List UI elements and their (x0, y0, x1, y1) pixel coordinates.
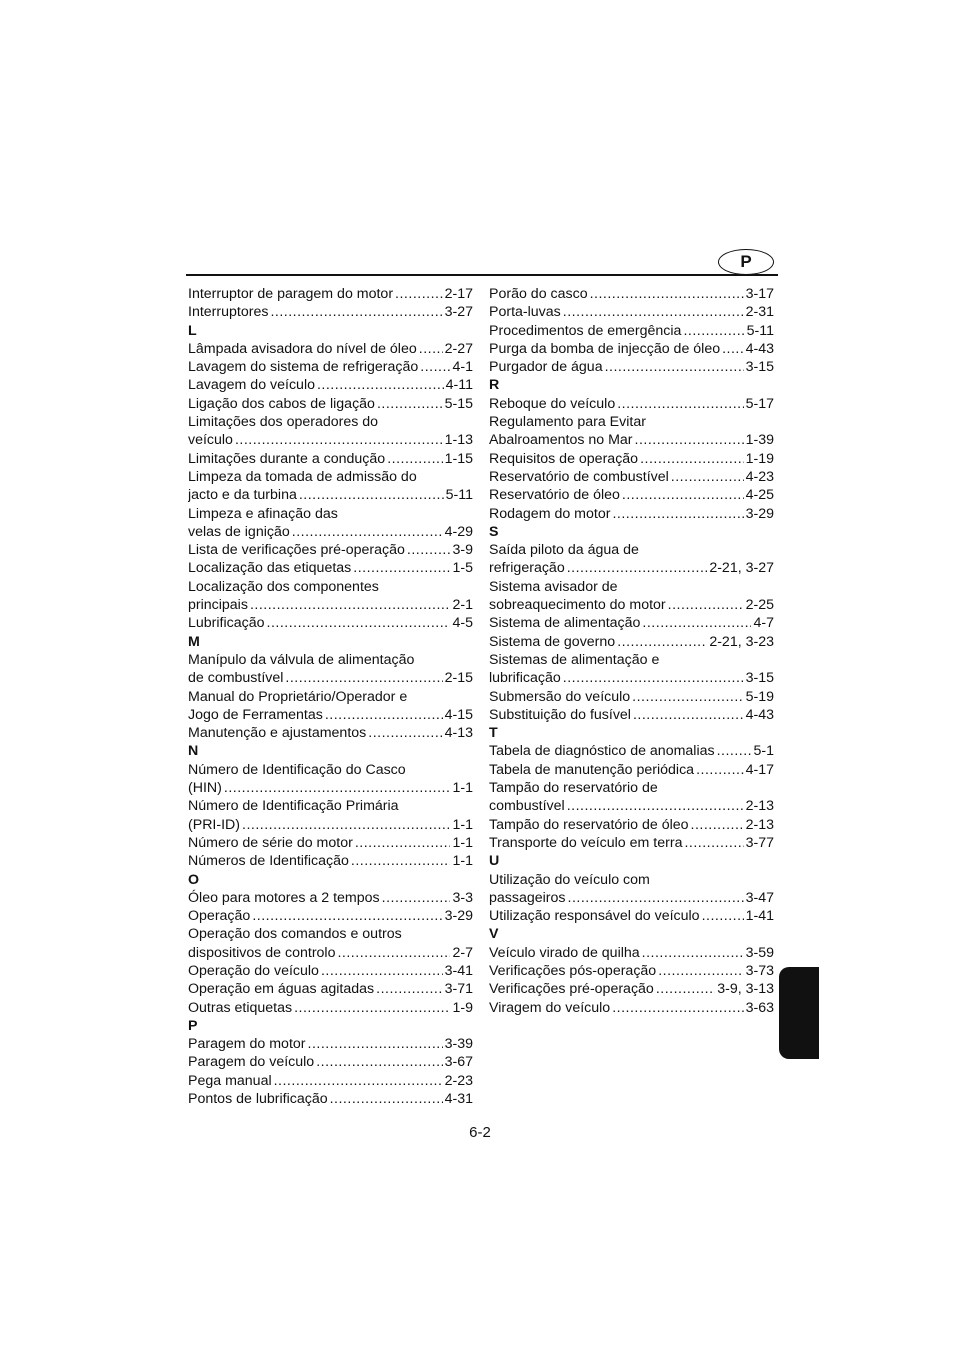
index-entry-page: 3-15 (745, 359, 774, 376)
index-entry-page: 4-43 (745, 340, 774, 357)
index-entry (188, 669, 473, 687)
index-entry (188, 486, 473, 504)
index-entry (489, 688, 774, 706)
index-entry-title: Lista de verificações pré-operação (188, 542, 405, 559)
index-entry-page: 2-27 (444, 340, 473, 357)
index-entry (188, 852, 473, 870)
dot-leader (233, 431, 443, 449)
index-entry-title: Transporte do veículo em terra (489, 834, 683, 851)
dot-leader (222, 779, 451, 797)
index-entry-page: 4-7 (753, 615, 774, 632)
index-entry (188, 541, 473, 559)
index-entry (489, 980, 774, 998)
index-letter-heading: T (489, 725, 498, 742)
index-entry (188, 962, 473, 980)
dot-leader (669, 468, 744, 486)
index-entry-page: 1-13 (444, 432, 473, 449)
dot-leader (633, 431, 744, 449)
index-entry (188, 1072, 473, 1090)
index-entry-page: 2-25 (745, 597, 774, 614)
index-entry (188, 596, 473, 614)
index-letter-heading: O (188, 871, 200, 888)
dot-leader (380, 889, 451, 907)
index-entry-page: 1-1 (452, 853, 473, 870)
index-entry (489, 450, 774, 468)
index-entry-page: 3-77 (745, 834, 774, 851)
dot-leader (638, 450, 744, 468)
index-entry (489, 816, 774, 834)
index-entry-title: (PRI-ID) (188, 816, 241, 833)
index-entry-title: Porão do casco (489, 286, 588, 302)
dot-leader (385, 450, 442, 468)
index-entry (489, 340, 774, 358)
index-entry-page: 5-1 (753, 743, 774, 760)
index-entry-title: principais (188, 597, 248, 614)
index-entry-continued: Manípulo da válvula de alimentação (188, 651, 415, 668)
index-entry-continued: Número de Identificação Primária (188, 798, 399, 815)
index-entry (489, 486, 774, 504)
dot-leader (374, 980, 442, 998)
index-entry-page: 1-1 (452, 834, 473, 851)
index-letter-heading: M (188, 633, 200, 650)
index-entry (489, 999, 774, 1017)
index-entry (489, 468, 774, 486)
index-entry-title: Reservatório de óleo (489, 487, 620, 504)
index-entry-continued: Regulamento para Evitar (489, 414, 646, 431)
index-entry (489, 285, 774, 303)
index-entry-title: Purga da bomba de injecção de óleo (489, 340, 721, 357)
dot-leader (240, 816, 450, 834)
dot-leader (265, 614, 451, 632)
index-entry (489, 962, 774, 980)
index-entry-page: 2-17 (444, 286, 473, 302)
index-entry (489, 633, 774, 651)
index-entry-title: Tabela de diagnóstico de anomalias (489, 743, 715, 760)
index-entry-page: 3-17 (745, 286, 774, 302)
index-entry-page: 2-13 (745, 816, 774, 833)
index-entry-page: 3-67 (444, 1054, 473, 1071)
index-entry (188, 376, 473, 394)
index-entry-page: 1-9 (452, 999, 473, 1016)
index-entry-title: Purgador de água (489, 359, 603, 376)
index-entry-page: 3-9, 3-13 (717, 981, 774, 998)
index-entry-title: Requisitos de operação (489, 450, 639, 467)
index-entry-title: Procedimentos de emergência (489, 322, 682, 339)
chapter-tab (779, 967, 819, 1059)
index-entry-page: 3-73 (745, 962, 774, 979)
index-entry-title: passageiros (489, 889, 566, 906)
index-entry (489, 742, 774, 760)
dot-leader (615, 633, 707, 651)
index-entry-title: Outras etiquetas (188, 999, 293, 1016)
dot-leader (610, 999, 743, 1017)
index-entry-title: Operação em águas agitadas (188, 981, 375, 998)
index-entry-title: Óleo para motores a 2 tempos (188, 889, 380, 906)
index-entry-page: 2-1 (452, 597, 473, 614)
dot-leader (565, 797, 744, 815)
index-entry-page: 5-15 (444, 395, 473, 412)
index-entry (489, 669, 774, 687)
index-entry (489, 505, 774, 523)
index-entry (188, 431, 473, 449)
dot-leader (375, 395, 443, 413)
index-entry (489, 322, 774, 340)
index-entry-continued: Manual do Proprietário/Operador e (188, 688, 408, 705)
index-entry (188, 944, 473, 962)
dot-leader (682, 834, 743, 852)
dot-leader (353, 834, 451, 852)
index-entry-page: 3-9 (452, 542, 473, 559)
index-entry-page: 3-47 (745, 889, 774, 906)
index-entry (188, 907, 473, 925)
index-entry-continued: Número de Identificação do Casco (188, 761, 406, 778)
dot-leader (349, 852, 451, 870)
index-entry (188, 1035, 473, 1053)
dot-leader (640, 614, 751, 632)
dot-leader (588, 285, 744, 303)
index-entry-title: Utilização responsável do veículo (489, 908, 700, 925)
index-entry (188, 1090, 473, 1108)
index-entry-page: 4-29 (444, 523, 473, 540)
dot-leader (631, 706, 744, 724)
index-entry-title: Substituição do fusível (489, 706, 631, 723)
dot-leader (610, 505, 743, 523)
dot-leader (323, 706, 443, 724)
index-entry (188, 614, 473, 632)
index-entry-page: 1-1 (452, 816, 473, 833)
index-entry-title: Reservatório de combustível (489, 468, 669, 485)
dot-leader (268, 303, 442, 321)
index-entry-page: 2-15 (444, 670, 473, 687)
index-entry (489, 596, 774, 614)
index-entry (188, 340, 473, 358)
dot-leader (319, 962, 443, 980)
index-entry-continued: Tampão do reservatório de (489, 780, 658, 797)
index-entry-title: Número de série do motor (188, 834, 353, 851)
index-entry-title: de combustível (188, 670, 284, 687)
index-entry-title: Pega manual (188, 1072, 272, 1089)
index-entry-title: Localização das etiquetas (188, 560, 352, 577)
dot-leader (565, 559, 708, 577)
dot-leader (283, 669, 442, 687)
index-entry (489, 889, 774, 907)
dot-leader (250, 907, 442, 925)
dot-leader (366, 724, 442, 742)
index-entry (188, 1053, 473, 1071)
index-entry-title: Abalroamentos no Mar (489, 432, 633, 449)
dot-leader (315, 376, 444, 394)
index-entry-continued: Sistemas de alimentação e (489, 651, 660, 668)
index-entry-title: Lâmpada avisadora do nível de óleo (188, 340, 417, 357)
index-entry-title: Submersão do veículo (489, 688, 631, 705)
index-entry-title: Números de Identificação (188, 853, 349, 870)
index-entry (489, 834, 774, 852)
dot-leader (654, 980, 715, 998)
index-entry-page: 2-23 (444, 1072, 473, 1089)
index-entry-page: 2-13 (745, 798, 774, 815)
index-entry-title: sobreaquecimento do motor (489, 597, 666, 614)
index-entry (188, 559, 473, 577)
index-entry-continued: Limpeza e afinação das (188, 505, 338, 522)
index-letter-heading: R (489, 377, 500, 394)
index-entry-page: 1-41 (745, 908, 774, 925)
index-entry (489, 614, 774, 632)
index-entry-title: Paragem do motor (188, 1036, 306, 1053)
index-entry-title: dispositivos de controlo (188, 944, 336, 961)
index-entry-title: Lubrificação (188, 615, 265, 632)
dot-leader (681, 322, 744, 340)
index-entry-title: Lavagem do sistema de refrigeração (188, 359, 419, 376)
index-entry (489, 358, 774, 376)
index-entry-title: Veículo virado de quilha (489, 944, 640, 961)
index-entry-title: Tabela de manutenção periódica (489, 761, 695, 778)
index-entry-title: Ligação dos cabos de ligação (188, 395, 375, 412)
index-entry-page: 2-7 (452, 944, 473, 961)
index-entry-title: Interruptores (188, 304, 269, 321)
index-entry-title: Lavagem do veículo (188, 377, 315, 394)
index-entry (489, 944, 774, 962)
index-entry (489, 706, 774, 724)
dot-leader (561, 669, 744, 687)
dot-leader (290, 523, 443, 541)
index-entry-page: 4-31 (444, 1091, 473, 1108)
dot-leader (640, 944, 744, 962)
index-entry-title: combustível (489, 798, 565, 815)
dot-leader (620, 486, 744, 504)
index-entry-page: 3-39 (444, 1036, 473, 1053)
dot-leader (615, 395, 743, 413)
index-entry-page: 4-13 (444, 725, 473, 742)
index-entry-page: 3-41 (444, 962, 473, 979)
index-entry-page: 3-63 (745, 999, 774, 1016)
index-entry-title: Interruptor de paragem do motor (188, 286, 394, 302)
dot-leader (630, 688, 743, 706)
index-entry-title: Paragem do veículo (188, 1054, 315, 1071)
index-entry-title: velas de ignição (188, 523, 290, 540)
index-entry-page: 3-71 (444, 981, 473, 998)
index-entry-title: Verificações pós-operação (489, 962, 657, 979)
index-entry-title: lubrificação (489, 670, 561, 687)
index-entry-title: Jogo de Ferramentas (188, 706, 323, 723)
index-entry-continued: Sistema avisador de (489, 578, 618, 595)
dot-leader (292, 999, 450, 1017)
index-entry (188, 303, 473, 321)
index-entry-title: refrigeração (489, 560, 565, 577)
dot-leader (351, 559, 450, 577)
index-letter-heading: P (188, 1017, 198, 1034)
index-entry-title: (HIN) (188, 780, 222, 797)
dot-leader (700, 907, 744, 925)
index-entry-page: 3-3 (452, 889, 473, 906)
dot-leader (272, 1072, 443, 1090)
dot-leader (297, 486, 444, 504)
index-entry-title: Limitações durante a condução (188, 450, 386, 467)
index-entry-title: Verificações pré-operação (489, 981, 654, 998)
index-entry (188, 523, 473, 541)
dot-leader (715, 742, 752, 760)
index-entry-page: 4-5 (452, 615, 473, 632)
dot-leader (720, 340, 743, 358)
index-entry-page: 1-39 (745, 432, 774, 449)
index-letter-heading: V (489, 926, 499, 943)
index-entry-title: Pontos de lubrificação (188, 1091, 328, 1108)
dot-leader (248, 596, 451, 614)
index-letter-heading: U (489, 853, 500, 870)
index-entry-title: Viragem do veículo (489, 999, 611, 1016)
index-entry (188, 358, 473, 376)
index-entry-title: jacto e da turbina (188, 487, 297, 504)
index-entry-page: 3-29 (444, 908, 473, 925)
index-entry-page: 1-19 (745, 450, 774, 467)
index-entry-page: 1-1 (452, 780, 473, 797)
dot-leader (335, 944, 450, 962)
index-entry-title: Sistema de alimentação (489, 615, 641, 632)
index-entry (188, 724, 473, 742)
dot-leader (418, 358, 450, 376)
index-entry-page: 4-23 (745, 468, 774, 485)
page-number: 6-2 (469, 1124, 491, 1141)
index-entry-title: Sistema de governo (489, 633, 616, 650)
index-entry-page: 3-27 (444, 304, 473, 321)
dot-leader (566, 889, 744, 907)
index-entry-page: 4-25 (745, 487, 774, 504)
index-entry-page: 2-21, 3-23 (709, 633, 774, 650)
index-entry-page: 3-59 (745, 944, 774, 961)
index-entry-page: 5-17 (745, 395, 774, 412)
dot-leader (405, 541, 451, 559)
index-entry-continued: Localização dos componentes (188, 578, 379, 595)
dot-leader (417, 340, 443, 358)
header-rule (186, 274, 778, 276)
dot-leader (393, 285, 443, 303)
index-entry-page: 4-15 (444, 706, 473, 723)
dot-leader (694, 761, 744, 779)
index-entry-title: Tampão do reservatório de óleo (489, 816, 689, 833)
index-column-left (188, 285, 473, 1108)
index-entry (188, 285, 473, 303)
index-entry-continued: Operação dos comandos e outros (188, 926, 402, 943)
index-entry (188, 450, 473, 468)
language-badge: P (718, 249, 774, 275)
index-entry-page: 1-5 (452, 560, 473, 577)
index-column-right (489, 285, 774, 1017)
index-entry (188, 816, 473, 834)
dot-leader (656, 962, 743, 980)
index-entry (489, 559, 774, 577)
index-entry (188, 889, 473, 907)
index-entry-page: 5-19 (745, 688, 774, 705)
index-entry (188, 980, 473, 998)
index-entry-page: 2-21, 3-27 (709, 560, 774, 577)
dot-leader (561, 303, 744, 321)
dot-leader (306, 1035, 443, 1053)
dot-leader (314, 1053, 442, 1071)
index-entry-page: 1-15 (444, 450, 473, 467)
index-letter-heading: N (188, 743, 199, 760)
index-entry (489, 907, 774, 925)
dot-leader (603, 358, 744, 376)
index-entry-title: Manutenção e ajustamentos (188, 725, 367, 742)
index-entry-title: Porta-luvas (489, 304, 561, 321)
index-entry-continued: Saída piloto da água de (489, 542, 639, 559)
index-entry (489, 303, 774, 321)
dot-leader (689, 816, 744, 834)
index-entry-page: 5-11 (445, 487, 473, 504)
index-entry-page: 4-1 (452, 359, 473, 376)
index-entry-page: 3-15 (745, 670, 774, 687)
index-letter-heading: S (489, 523, 499, 540)
index-letter-heading: L (188, 322, 197, 339)
index-entry-title: Operação do veículo (188, 962, 319, 979)
index-entry (489, 431, 774, 449)
index-entry-page: 2-31 (745, 304, 774, 321)
index-entry (188, 395, 473, 413)
index-entry-title: Reboque do veículo (489, 395, 616, 412)
index-entry-page: 5-11 (746, 322, 774, 339)
index-entry-page: 4-43 (745, 706, 774, 723)
index-entry (188, 706, 473, 724)
index-entry-page: 3-29 (745, 505, 774, 522)
index-entry (489, 761, 774, 779)
index-entry (489, 797, 774, 815)
index-entry-title: veículo (188, 432, 233, 449)
index-entry (188, 834, 473, 852)
index-entry (188, 999, 473, 1017)
index-entry-title: Rodagem do motor (489, 505, 611, 522)
index-entry-continued: Limpeza da tomada de admissão do (188, 468, 417, 485)
dot-leader (666, 596, 744, 614)
index-entry-page: 4-11 (445, 377, 473, 394)
index-entry (188, 779, 473, 797)
index-entry-continued: Utilização do veículo com (489, 871, 650, 888)
index-entry-title: Operação (188, 908, 251, 925)
index-entry-page: 4-17 (745, 761, 774, 778)
index-entry-continued: Limitações dos operadores do (188, 414, 379, 431)
index-entry (489, 395, 774, 413)
dot-leader (328, 1090, 443, 1108)
